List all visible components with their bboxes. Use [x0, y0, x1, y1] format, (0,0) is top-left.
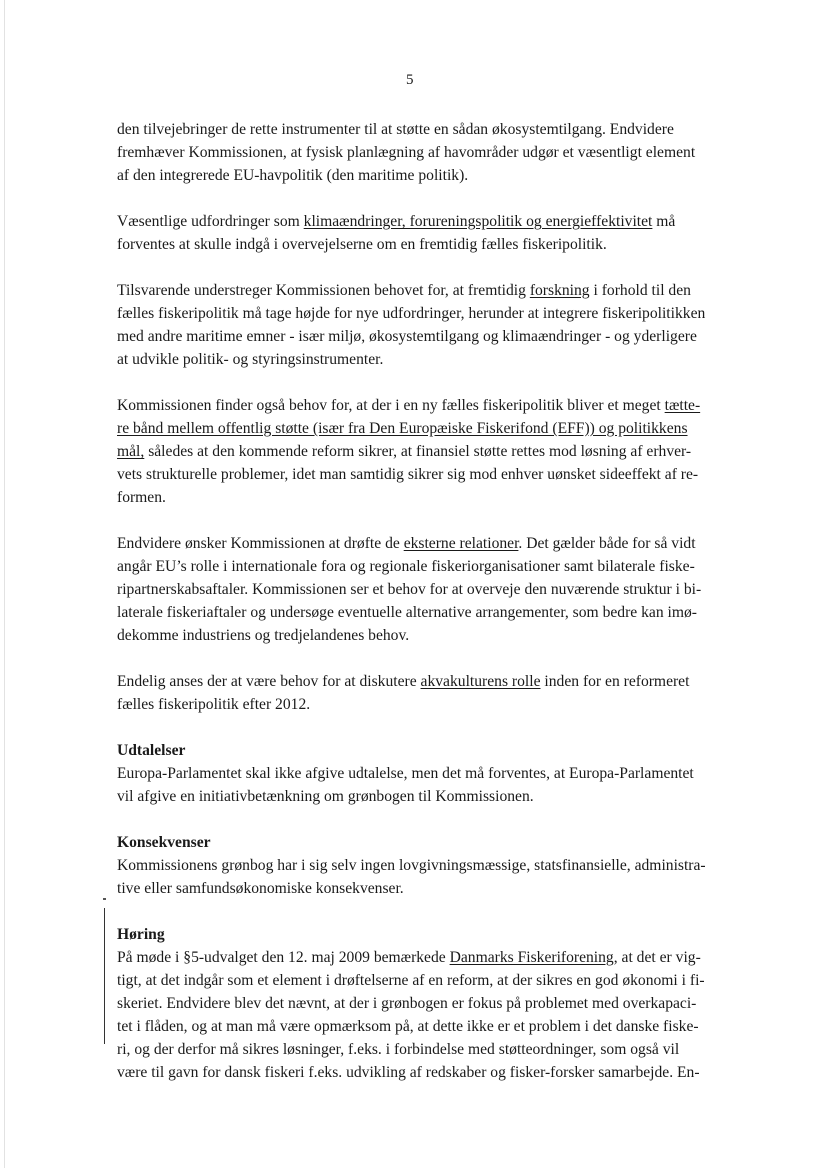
text-line	[117, 141, 717, 164]
paragraph	[117, 118, 717, 187]
text-run: angår EU’s rolle i internationale fora og regionale fiskeriorganisationer samt bilaterale fiske-	[117, 558, 695, 575]
page-number: 5	[406, 72, 414, 88]
text-run: Kommissionen finder også behov for, at der i en ny fælles fiskeripolitik bliver et meget	[117, 397, 665, 414]
text-run: i forhold til den	[589, 282, 691, 299]
text-run: forventes at skulle indgå i overvejelserne om en fremtidig fælles fiskeripolitik.	[117, 236, 607, 253]
text-run: Europa-Parlamentet skal ikke afgive udtalelse, men det må forventes, at Europa-Parlamentet	[117, 765, 694, 782]
margin-mark	[103, 898, 106, 900]
text-line	[117, 693, 717, 716]
text-line	[117, 946, 717, 969]
text-line	[117, 210, 717, 233]
text-run: ri, og der derfor må sikres løsninger, f.eks. i forbindelse med støtteordninger, som også vil	[117, 1041, 680, 1058]
text-run: , at det er vig-	[613, 949, 701, 966]
text-run: formen.	[117, 489, 166, 506]
text-run: fælles fiskeripolitik må tage højde for nye udfordringer, herunder at integrere fiskeripolitikken	[117, 305, 706, 322]
text-run: Tilsvarende understreger Kommissionen behovet for, at fremtidig	[117, 282, 530, 299]
section-heading: Høring	[117, 926, 165, 943]
underlined-text: mål,	[117, 443, 145, 460]
text-line	[117, 325, 717, 348]
body-text	[117, 118, 717, 1107]
text-run: må	[652, 213, 676, 230]
text-run: tive eller samfundsøkonomiske konsekvenser.	[117, 880, 404, 897]
text-run: inden for en reformeret	[540, 673, 690, 690]
text-line	[117, 233, 717, 256]
underlined-text: klimaændringer, forureningspolitik og energieffektivitet	[303, 213, 653, 230]
paragraph	[117, 532, 717, 647]
underlined-text: Danmarks Fiskeriforening	[449, 949, 614, 966]
text-line	[117, 302, 717, 325]
underlined-text: eksterne relationer	[403, 535, 519, 552]
text-line	[117, 992, 717, 1015]
text-line	[117, 1015, 717, 1038]
text-run: Kommissionens grønbog har i sig selv ingen lovgivningsmæssige, statsfinansielle, administra-	[117, 857, 706, 874]
text-line	[117, 877, 717, 900]
paragraph	[117, 394, 717, 509]
scan-edge	[4, 0, 5, 1168]
text-run: Endvidere ønsker Kommissionen at drøfte de	[117, 535, 404, 552]
text-line	[117, 348, 717, 371]
text-run: skeriet. Endvidere blev det nævnt, at der i grønbogen er fokus på problemet med overkapaci-	[117, 995, 697, 1012]
text-run: laterale fiskeriaftaler og undersøge eventuelle alternative arrangementer, som bedre kan imø-	[117, 604, 697, 621]
paragraph	[117, 279, 717, 371]
section-heading: Konsekvenser	[117, 834, 211, 851]
section	[117, 739, 717, 808]
text-line	[117, 1061, 717, 1084]
text-line	[117, 762, 717, 785]
text-run: vets strukturelle problemer, idet man samtidig sikrer sig mod enhver uønsket sideeffekt af re-	[117, 466, 699, 483]
text-line	[117, 463, 717, 486]
text-run: med andre maritime emner - især miljø, økosystemtilgang og klimaændringer - og yderligere	[117, 328, 697, 345]
text-line	[117, 969, 717, 992]
text-line	[117, 118, 717, 141]
text-line	[117, 624, 717, 647]
text-line	[117, 555, 717, 578]
text-run: vil afgive en initiativbetænkning om grønbogen til Kommissionen.	[117, 788, 534, 805]
text-line	[117, 578, 717, 601]
paragraph	[117, 670, 717, 716]
text-run: Væsentlige udfordringer som	[117, 213, 304, 230]
text-run: den tilvejebringer de rette instrumenter til at støtte en sådan økosystemtilgang. Endvidere	[117, 121, 674, 138]
text-line	[117, 417, 717, 440]
underlined-text: tætte-	[664, 397, 701, 414]
text-run: Endelig anses der at være behov for at diskutere	[117, 673, 421, 690]
underlined-text: forskning	[529, 282, 590, 299]
text-run: fremhæver Kommissionen, at fysisk planlægning af havområder udgør et væsentligt element	[117, 144, 696, 161]
text-line	[117, 486, 717, 509]
section-heading: Udtalelser	[117, 742, 186, 759]
section	[117, 923, 717, 1084]
text-run: af den integrerede EU-havpolitik (den maritime politik).	[117, 167, 469, 184]
text-line	[117, 854, 717, 877]
text-line	[117, 601, 717, 624]
paragraph	[117, 210, 717, 256]
text-run: . Det gælder både for så vidt	[518, 535, 696, 552]
text-line	[117, 394, 717, 417]
text-line	[117, 279, 717, 302]
text-line	[117, 532, 717, 555]
text-run: tigt, at det indgår som et element i drøftelserne af en reform, at der sikres en god økonomi i fi-	[117, 972, 705, 989]
text-run: at udvikle politik- og styringsinstrumenter.	[117, 351, 384, 368]
text-run: ripartnerskabsaftaler. Kommissionen ser et behov for at overveje den nuværende struktur i bi-	[117, 581, 702, 598]
underlined-text: re bånd mellem offentlig støtte (især fra Den Europæiske Fiskerifond (EFF)) og politikkens	[117, 420, 688, 437]
text-line	[117, 164, 717, 187]
text-run: På møde i §5-udvalget den 12. maj 2009 bemærkede	[117, 949, 450, 966]
underlined-text: akvakulturens rolle	[420, 673, 541, 690]
text-line	[117, 785, 717, 808]
section	[117, 831, 717, 900]
text-run: således at den kommende reform sikrer, at finansiel støtte rettes mod løsning af erhver-	[144, 443, 692, 460]
text-line	[117, 1038, 717, 1061]
text-run: dekomme industriens og tredjelandenes behov.	[117, 627, 410, 644]
text-line	[117, 670, 717, 693]
text-line	[117, 440, 717, 463]
text-run: fælles fiskeripolitik efter 2012.	[117, 696, 311, 713]
text-run: være til gavn for dansk fiskeri f.eks. udvikling af redskaber og fisker-forsker samarbejde. En-	[117, 1064, 700, 1081]
text-run: tet i flåden, og at man må være opmærksom på, at dette ikke er et problem i det danske fiske-	[117, 1018, 699, 1035]
revision-change-bar	[104, 908, 105, 1044]
